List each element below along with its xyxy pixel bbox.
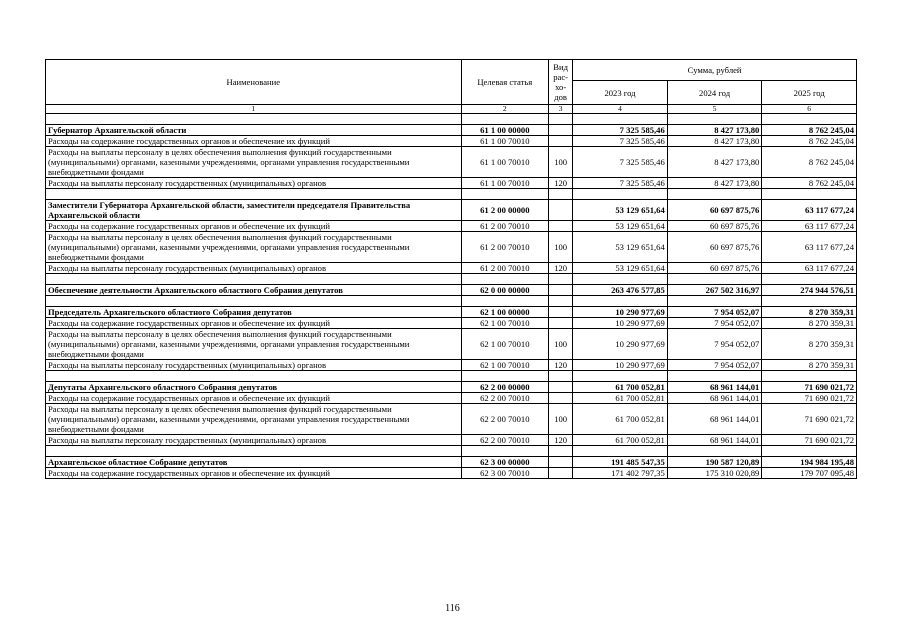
row-sum-2024: 7 954 052,07 <box>667 360 762 371</box>
row-sum-2025 <box>762 371 857 382</box>
row-sum-2024: 68 961 144,01 <box>667 393 762 404</box>
header-name: Наименование <box>46 60 462 105</box>
row-sum-2023: 61 700 052,81 <box>573 382 668 393</box>
row-article: 62 1 00 00000 <box>461 307 549 318</box>
row-sum-2023 <box>573 371 668 382</box>
row-name: Председатель Архангельского областного Собрания депутатов <box>46 307 462 318</box>
table-row <box>46 457 857 468</box>
row-name <box>46 274 462 285</box>
row-name: Расходы на выплаты персоналу государственных (муниципальных) органов <box>46 435 462 446</box>
row-article: 62 3 00 00000 <box>461 457 549 468</box>
row-sum-2024: 60 697 875,76 <box>667 221 762 232</box>
row-sum-2023: 10 290 977,69 <box>573 360 668 371</box>
row-sum-2023 <box>573 296 668 307</box>
row-sum-2024 <box>667 114 762 125</box>
row-sum-2023: 7 325 585,46 <box>573 136 668 147</box>
table-row <box>46 360 857 371</box>
row-name <box>46 189 462 200</box>
row-name: Расходы на выплаты персоналу в целях обеспечения выполнения функций государственными (муниципальными) органами, казенными учреждениями, органами управления государственными внебюджетными фондами <box>46 329 462 360</box>
row-sum-2023 <box>573 189 668 200</box>
row-article <box>461 296 549 307</box>
row-vid <box>549 457 573 468</box>
header-year-2023: 2023 год <box>573 81 668 105</box>
row-sum-2024: 7 954 052,07 <box>667 307 762 318</box>
row-vid <box>549 274 573 285</box>
row-sum-2024 <box>667 371 762 382</box>
row-article: 61 2 00 70010 <box>461 221 549 232</box>
header-vid: Вид рас-хо-дов <box>549 60 573 105</box>
row-vid <box>549 468 573 479</box>
column-number: 3 <box>549 105 573 114</box>
row-sum-2025: 8 270 359,31 <box>762 307 857 318</box>
row-sum-2025 <box>762 189 857 200</box>
table-body <box>46 114 857 479</box>
row-article: 62 2 00 00000 <box>461 382 549 393</box>
row-sum-2024 <box>667 274 762 285</box>
row-name <box>46 446 462 457</box>
page-number: 116 <box>445 603 460 614</box>
spacer-row <box>46 114 857 125</box>
table-row <box>46 136 857 147</box>
row-article: 62 3 00 70010 <box>461 468 549 479</box>
row-name <box>46 296 462 307</box>
row-name: Обеспечение деятельности Архангельского областного Собрания депутатов <box>46 285 462 296</box>
row-article <box>461 274 549 285</box>
row-sum-2024 <box>667 446 762 457</box>
row-sum-2025: 8 762 245,04 <box>762 178 857 189</box>
table-row <box>46 382 857 393</box>
row-name: Расходы на выплаты персоналу в целях обеспечения выполнения функций государственными (муниципальными) органами, казенными учреждениями, органами управления государственными внебюджетными фондами <box>46 404 462 435</box>
row-name <box>46 114 462 125</box>
row-vid <box>549 307 573 318</box>
row-sum-2023: 10 290 977,69 <box>573 318 668 329</box>
row-sum-2023: 53 129 651,64 <box>573 200 668 221</box>
column-number: 1 <box>46 105 462 114</box>
spacer-row <box>46 274 857 285</box>
row-vid <box>549 296 573 307</box>
row-vid: 120 <box>549 360 573 371</box>
row-sum-2025: 63 117 677,24 <box>762 232 857 263</box>
table-row <box>46 318 857 329</box>
header-article: Целевая статья <box>461 60 549 105</box>
row-name: Расходы на выплаты персоналу государственных (муниципальных) органов <box>46 360 462 371</box>
row-sum-2023: 10 290 977,69 <box>573 307 668 318</box>
row-vid: 100 <box>549 232 573 263</box>
table-row <box>46 200 857 221</box>
row-name: Расходы на выплаты персоналу государственных (муниципальных) органов <box>46 178 462 189</box>
row-name <box>46 371 462 382</box>
row-name: Расходы на выплаты персоналу государственных (муниципальных) органов <box>46 263 462 274</box>
row-name: Расходы на содержание государственных органов и обеспечение их функций <box>46 136 462 147</box>
row-article <box>461 446 549 457</box>
row-article: 61 1 00 70010 <box>461 136 549 147</box>
budget-table <box>45 59 857 479</box>
row-article: 62 2 00 70010 <box>461 393 549 404</box>
row-vid <box>549 221 573 232</box>
row-sum-2024: 68 961 144,01 <box>667 382 762 393</box>
row-sum-2025 <box>762 114 857 125</box>
row-sum-2023 <box>573 446 668 457</box>
row-sum-2025: 8 270 359,31 <box>762 318 857 329</box>
row-sum-2024: 8 427 173,80 <box>667 125 762 136</box>
row-sum-2023: 7 325 585,46 <box>573 125 668 136</box>
row-sum-2025: 194 984 195,48 <box>762 457 857 468</box>
row-sum-2025: 71 690 021,72 <box>762 404 857 435</box>
row-article: 62 2 00 70010 <box>461 404 549 435</box>
table-row <box>46 263 857 274</box>
row-sum-2025: 8 270 359,31 <box>762 329 857 360</box>
row-name: Расходы на выплаты персоналу в целях обеспечения выполнения функций государственными (муниципальными) органами, казенными учреждениями, органами управления государственными внебюджетными фондами <box>46 147 462 178</box>
column-number: 5 <box>667 105 762 114</box>
row-sum-2023: 7 325 585,46 <box>573 178 668 189</box>
row-article <box>461 371 549 382</box>
row-vid: 100 <box>549 329 573 360</box>
row-article: 61 1 00 70010 <box>461 147 549 178</box>
row-sum-2023: 53 129 651,64 <box>573 232 668 263</box>
row-article: 62 1 00 70010 <box>461 329 549 360</box>
row-sum-2025: 71 690 021,72 <box>762 435 857 446</box>
row-article: 62 1 00 70010 <box>461 360 549 371</box>
row-article <box>461 189 549 200</box>
row-sum-2024 <box>667 296 762 307</box>
table-row <box>46 147 857 178</box>
row-article: 62 0 00 00000 <box>461 285 549 296</box>
row-sum-2024: 60 697 875,76 <box>667 232 762 263</box>
row-vid: 120 <box>549 435 573 446</box>
row-sum-2023: 171 402 797,35 <box>573 468 668 479</box>
table-row <box>46 285 857 296</box>
row-sum-2025: 8 762 245,04 <box>762 125 857 136</box>
row-vid <box>549 382 573 393</box>
row-sum-2024: 60 697 875,76 <box>667 200 762 221</box>
row-sum-2025: 8 762 245,04 <box>762 147 857 178</box>
table-row <box>46 125 857 136</box>
row-vid <box>549 393 573 404</box>
row-vid <box>549 200 573 221</box>
row-sum-2024: 8 427 173,80 <box>667 147 762 178</box>
table-row <box>46 393 857 404</box>
row-vid <box>549 189 573 200</box>
row-article: 61 2 00 70010 <box>461 232 549 263</box>
row-vid <box>549 285 573 296</box>
row-sum-2025: 179 707 095,48 <box>762 468 857 479</box>
row-vid: 120 <box>549 178 573 189</box>
row-vid <box>549 136 573 147</box>
row-name: Губернатор Архангельской области <box>46 125 462 136</box>
row-sum-2024: 8 427 173,80 <box>667 178 762 189</box>
row-sum-2025: 71 690 021,72 <box>762 393 857 404</box>
row-sum-2025 <box>762 446 857 457</box>
header-year-2024: 2024 год <box>667 81 762 105</box>
row-vid <box>549 125 573 136</box>
row-article: 62 2 00 70010 <box>461 435 549 446</box>
row-sum-2025: 63 117 677,24 <box>762 200 857 221</box>
table-row <box>46 307 857 318</box>
row-sum-2023: 53 129 651,64 <box>573 221 668 232</box>
row-name: Депутаты Архангельского областного Собрания депутатов <box>46 382 462 393</box>
row-sum-2025: 71 690 021,72 <box>762 382 857 393</box>
row-name: Расходы на содержание государственных органов и обеспечение их функций <box>46 318 462 329</box>
header-sum: Сумма, рублей <box>573 60 857 81</box>
row-sum-2024: 7 954 052,07 <box>667 329 762 360</box>
row-sum-2025: 63 117 677,24 <box>762 263 857 274</box>
row-vid: 100 <box>549 404 573 435</box>
row-name: Расходы на выплаты персоналу в целях обеспечения выполнения функций государственными (муниципальными) органами, казенными учреждениями, органами управления государственными внебюджетными фондами <box>46 232 462 263</box>
spacer-row <box>46 371 857 382</box>
row-sum-2023 <box>573 274 668 285</box>
row-sum-2025 <box>762 296 857 307</box>
row-vid <box>549 114 573 125</box>
spacer-row <box>46 446 857 457</box>
row-name: Расходы на содержание государственных органов и обеспечение их функций <box>46 393 462 404</box>
table-row <box>46 404 857 435</box>
row-sum-2024: 60 697 875,76 <box>667 263 762 274</box>
table-row <box>46 435 857 446</box>
row-sum-2024: 68 961 144,01 <box>667 404 762 435</box>
row-sum-2024: 175 310 020,89 <box>667 468 762 479</box>
header-year-2025: 2025 год <box>762 81 857 105</box>
row-name: Архангельское областное Собрание депутатов <box>46 457 462 468</box>
row-article: 62 1 00 70010 <box>461 318 549 329</box>
row-vid <box>549 371 573 382</box>
table-row <box>46 329 857 360</box>
row-article: 61 2 00 70010 <box>461 263 549 274</box>
row-sum-2025: 63 117 677,24 <box>762 221 857 232</box>
row-vid: 100 <box>549 147 573 178</box>
spacer-row <box>46 296 857 307</box>
row-sum-2023: 61 700 052,81 <box>573 404 668 435</box>
row-sum-2024: 7 954 052,07 <box>667 318 762 329</box>
row-sum-2023: 10 290 977,69 <box>573 329 668 360</box>
row-vid <box>549 446 573 457</box>
table-row <box>46 232 857 263</box>
row-name: Заместители Губернатора Архангельской области, заместители председателя Правительства Архангельской области <box>46 200 462 221</box>
row-vid <box>549 318 573 329</box>
row-sum-2024: 267 502 316,97 <box>667 285 762 296</box>
column-number: 4 <box>573 105 668 114</box>
row-sum-2025: 8 762 245,04 <box>762 136 857 147</box>
row-sum-2023: 191 485 547,35 <box>573 457 668 468</box>
row-sum-2023: 263 476 577,85 <box>573 285 668 296</box>
row-name: Расходы на содержание государственных органов и обеспечение их функций <box>46 221 462 232</box>
row-sum-2025 <box>762 274 857 285</box>
spacer-row <box>46 189 857 200</box>
row-sum-2023: 61 700 052,81 <box>573 435 668 446</box>
table-row <box>46 221 857 232</box>
column-number: 2 <box>461 105 549 114</box>
row-sum-2023: 7 325 585,46 <box>573 147 668 178</box>
table-row <box>46 468 857 479</box>
row-sum-2025: 8 270 359,31 <box>762 360 857 371</box>
row-article: 61 2 00 00000 <box>461 200 549 221</box>
row-sum-2023: 53 129 651,64 <box>573 263 668 274</box>
row-article <box>461 114 549 125</box>
row-sum-2023 <box>573 114 668 125</box>
table-row <box>46 178 857 189</box>
row-sum-2023: 61 700 052,81 <box>573 393 668 404</box>
row-article: 61 1 00 00000 <box>461 125 549 136</box>
row-name: Расходы на содержание государственных органов и обеспечение их функций <box>46 468 462 479</box>
row-sum-2024 <box>667 189 762 200</box>
row-sum-2025: 274 944 576,51 <box>762 285 857 296</box>
row-sum-2024: 68 961 144,01 <box>667 435 762 446</box>
row-sum-2024: 8 427 173,80 <box>667 136 762 147</box>
row-sum-2024: 190 587 120,89 <box>667 457 762 468</box>
row-vid: 120 <box>549 263 573 274</box>
row-article: 61 1 00 70010 <box>461 178 549 189</box>
column-number: 6 <box>762 105 857 114</box>
